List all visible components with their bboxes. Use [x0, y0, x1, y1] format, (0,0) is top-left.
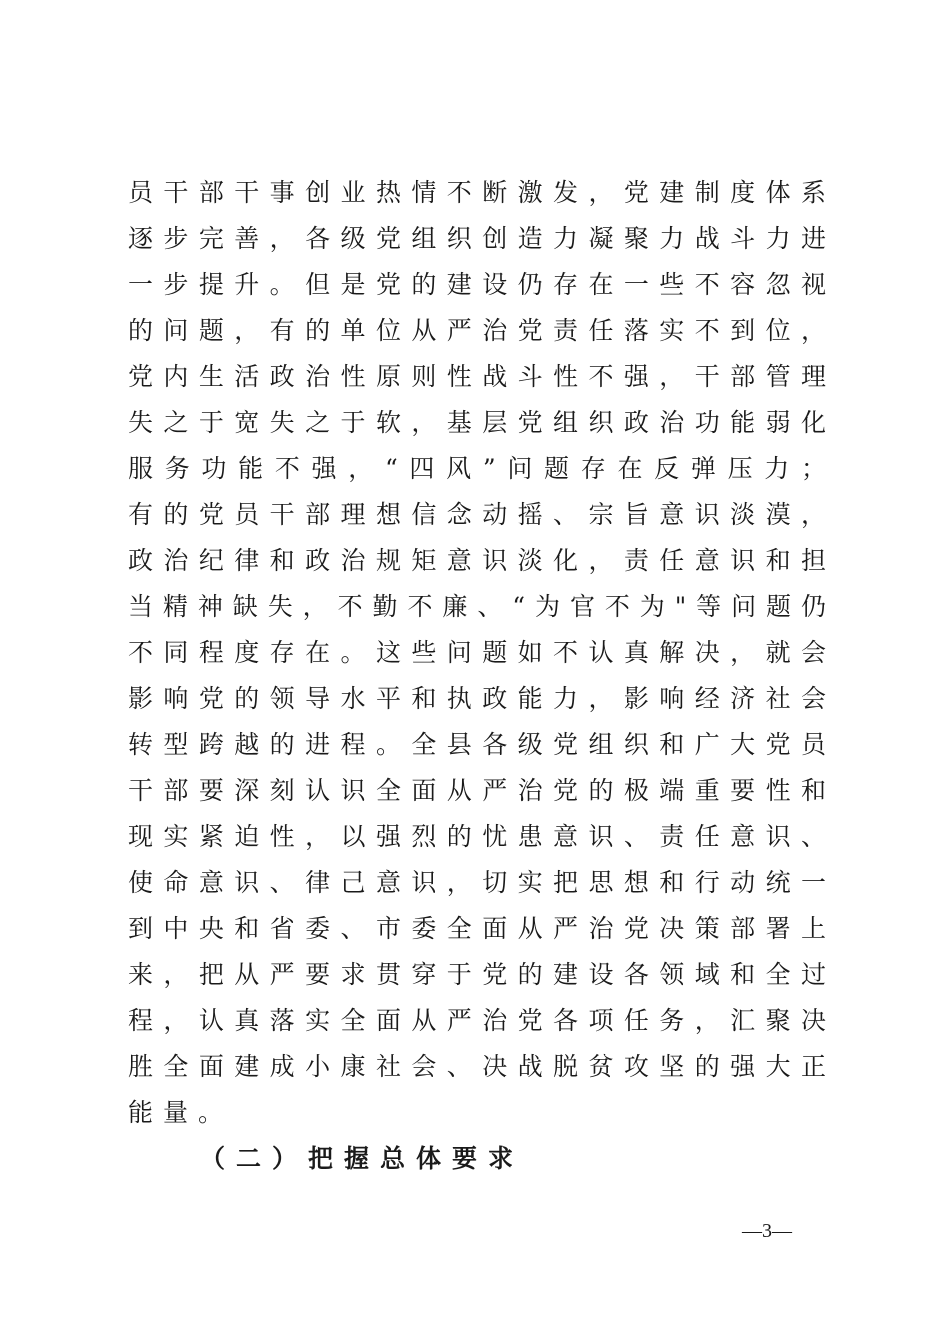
text-line: 逐步完善，各级党组织创造力凝聚力战斗力进: [128, 224, 828, 253]
text-line: 现实紧迫性，以强烈的忧患意识、责任意识、: [128, 822, 828, 851]
text-line: 转型跨越的进程。全县各级党组织和广大党员: [128, 730, 828, 759]
text-line: 到中央和省委、市委全面从严治党决策部署上: [128, 914, 828, 943]
text-line: 当精神缺失，不勤不廉、“为官不为"等问题仍: [128, 592, 828, 621]
text-line: 服务功能不强，“四风”问题存在反弹压力；: [128, 454, 828, 483]
text-line: 来，把从严要求贯穿于党的建设各领域和全过: [128, 960, 828, 989]
text-line: 政治纪律和政治规矩意识淡化，责任意识和担: [128, 546, 828, 575]
text-line: 失之于宽失之于软，基层党组织政治功能弱化: [128, 408, 828, 437]
text-line: 有的党员干部理想信念动摇、宗旨意识淡漠，: [128, 500, 828, 529]
text-line: 员干部干事创业热情不断激发，党建制度体系: [128, 178, 828, 207]
text-line: 使命意识、律己意识，切实把思想和行动统一: [128, 868, 828, 897]
body-paragraph: [128, 170, 828, 1136]
text-line: 程，认真落实全面从严治党各项任务，汇聚决: [128, 1006, 828, 1035]
text-line: 干部要深刻认识全面从严治党的极端重要性和: [128, 776, 828, 805]
text-line: 能量。: [128, 1098, 234, 1127]
page-number: —3—: [742, 1220, 792, 1242]
text-line: 一步提升。但是党的建设仍存在一些不容忽视: [128, 270, 828, 299]
section-heading: （二）把握总体要求: [200, 1144, 525, 1173]
text-line: 不同程度存在。这些问题如不认真解决，就会: [128, 638, 828, 667]
text-line: 胜全面建成小康社会、决战脱贫攻坚的强大正: [128, 1052, 828, 1081]
text-line: 影响党的领导水平和执政能力，影响经济社会: [128, 684, 828, 713]
text-line: 的问题，有的单位从严治党责任落实不到位，: [128, 316, 828, 345]
text-line: 党内生活政治性原则性战斗性不强，干部管理: [128, 362, 828, 391]
